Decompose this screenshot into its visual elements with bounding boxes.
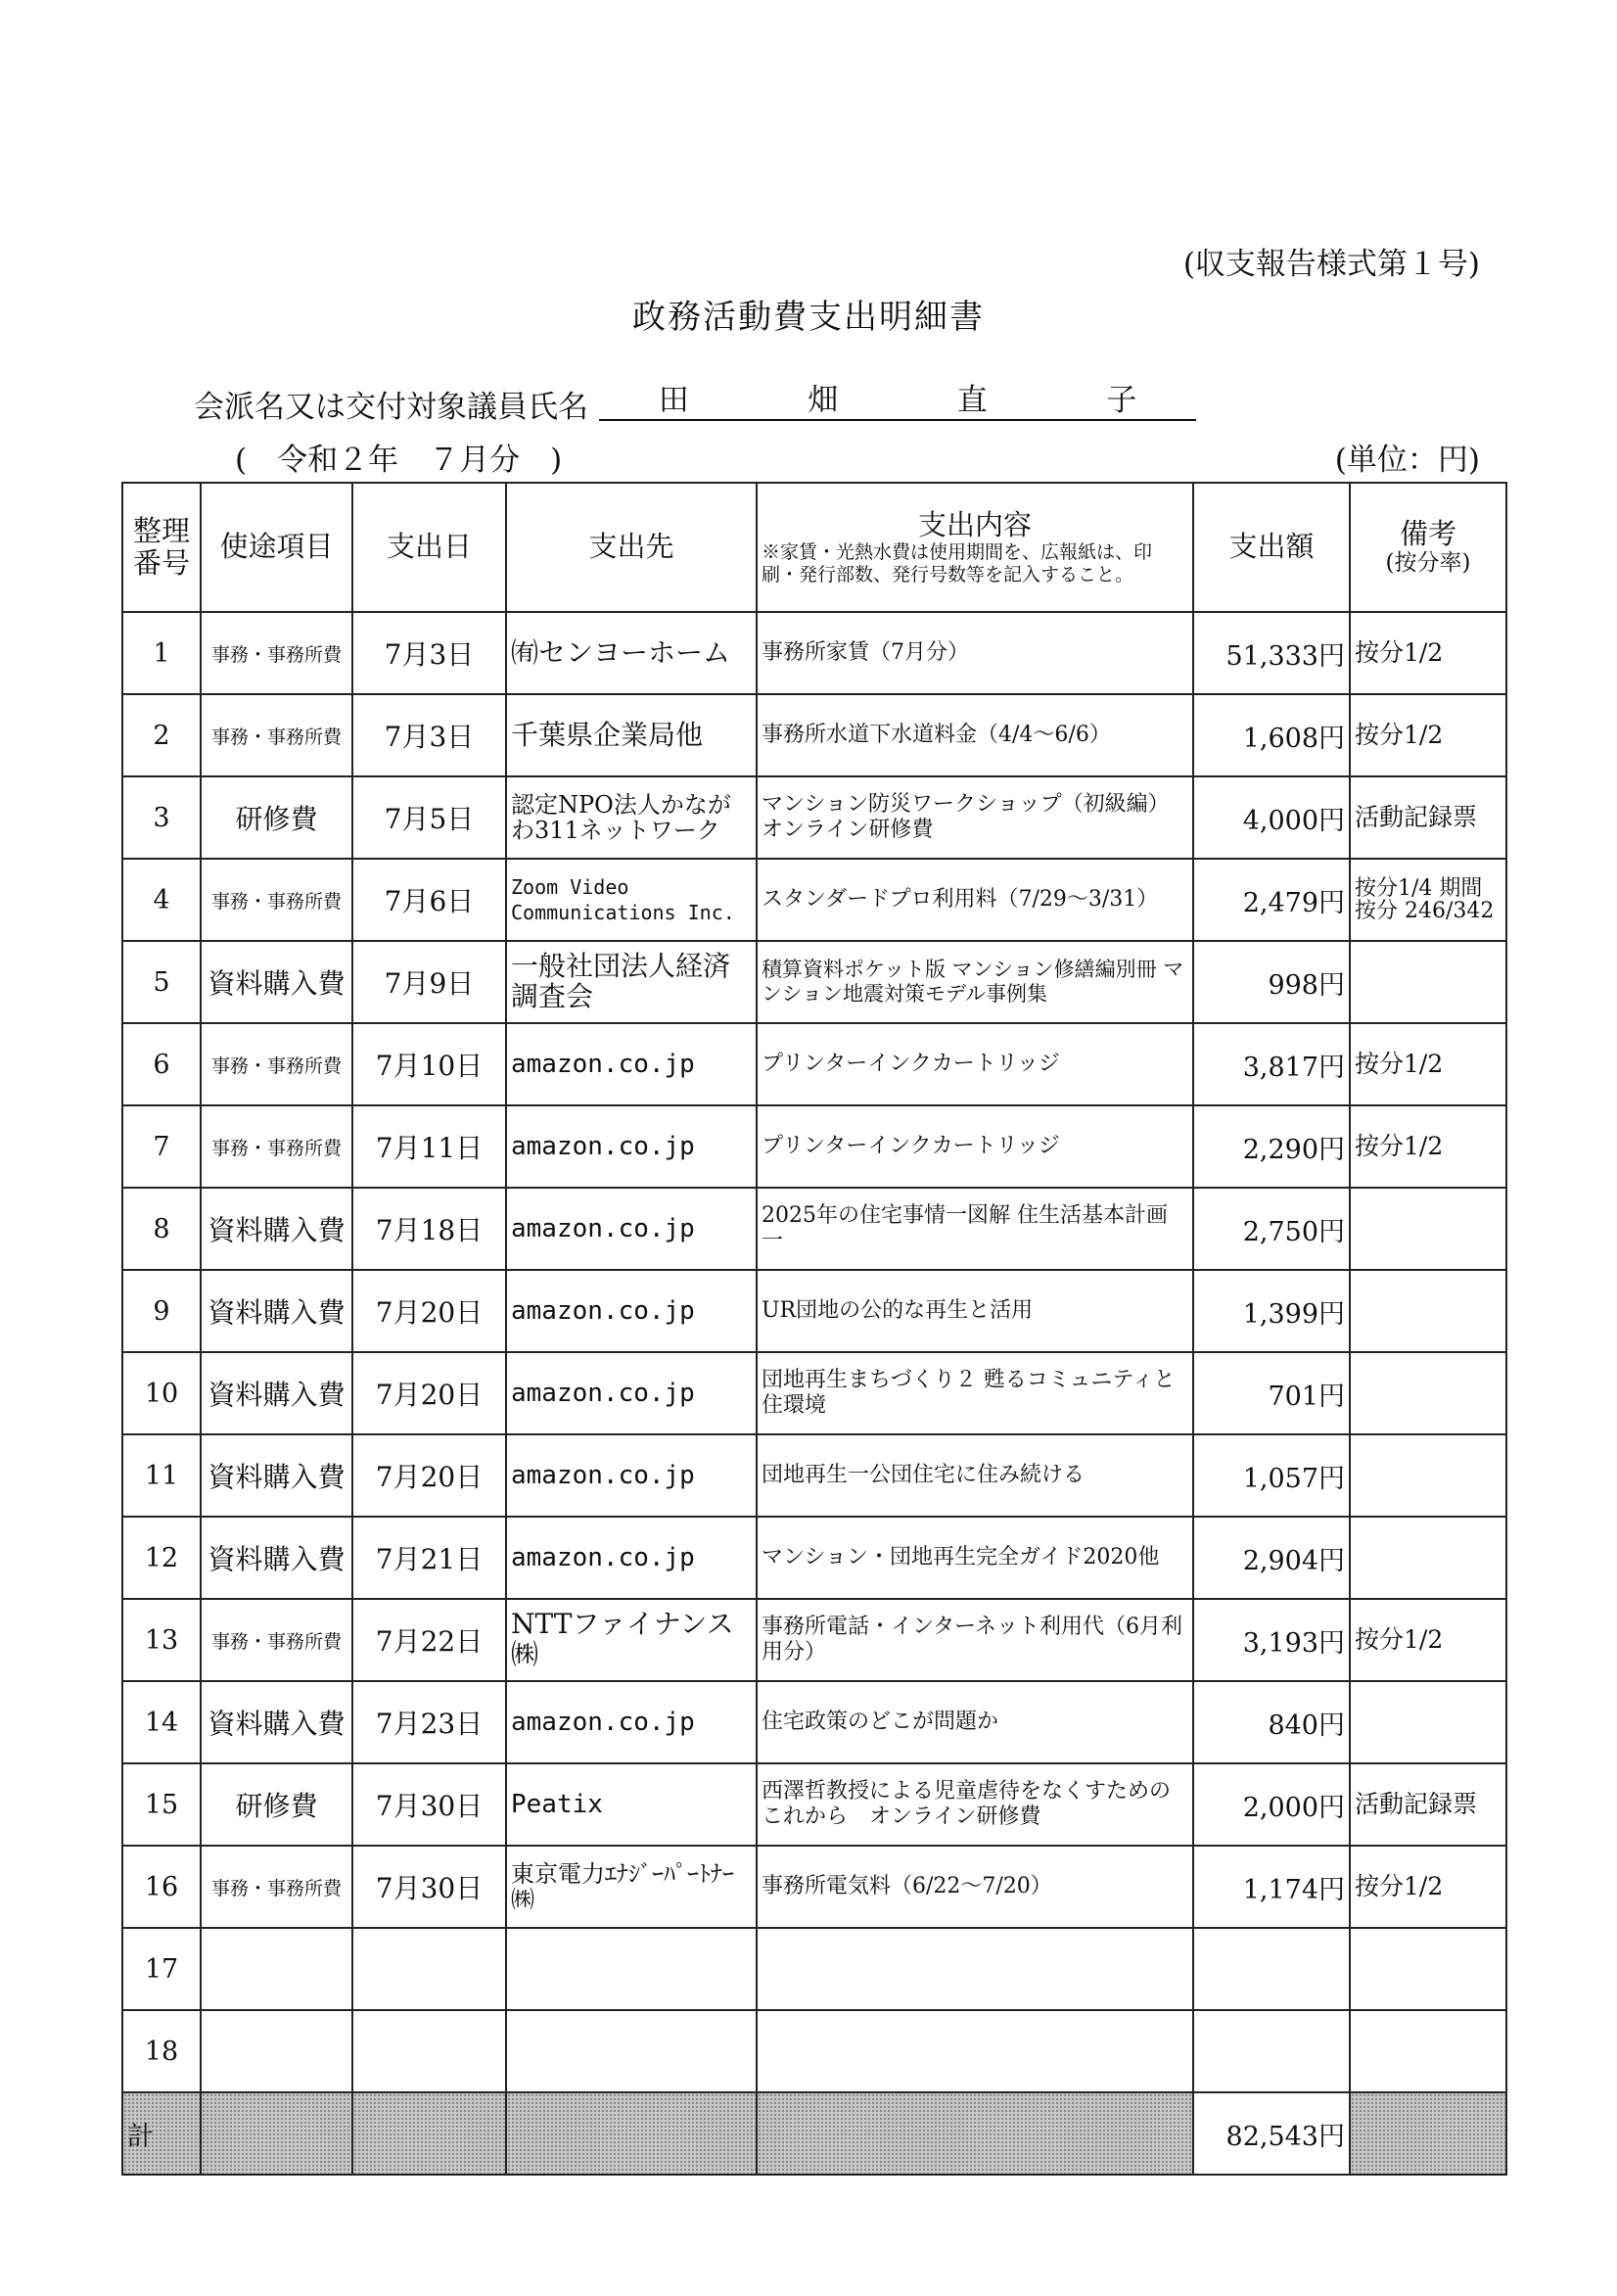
row-remarks <box>1350 1681 1506 1763</box>
row-description: マンション・団地再生完全ガイド2020他 <box>757 1517 1193 1599</box>
row-no: 17 <box>122 1928 201 2010</box>
table-header-row <box>122 483 1506 612</box>
row-description: 事務所電気料（6/22～7/20） <box>757 1846 1193 1928</box>
row-description: 事務所水道下水道料金（4/4～6/6） <box>757 694 1193 776</box>
row-payee: Peatix <box>506 1763 757 1846</box>
table-row <box>122 1599 1506 1681</box>
row-no: 4 <box>122 859 201 941</box>
row-category: 研修費 <box>201 776 352 859</box>
row-remarks: 按分1/2 <box>1350 1846 1506 1928</box>
row-remarks: 按分1/2 <box>1350 1599 1506 1681</box>
col-header-payee: 支出先 <box>506 483 757 612</box>
row-description: 事務所電話・インターネット利用代（6月利用分） <box>757 1599 1193 1681</box>
row-description: スタンダードプロ利用料（7/29～3/31） <box>757 859 1193 941</box>
row-no: 15 <box>122 1763 201 1846</box>
table-row <box>122 1763 1506 1846</box>
row-no: 10 <box>122 1352 201 1434</box>
row-remarks: 按分1/2 <box>1350 1023 1506 1105</box>
row-category: 資料購入費 <box>201 1188 352 1270</box>
row-amount: 840円 <box>1193 1681 1350 1763</box>
row-category: 研修費 <box>201 1763 352 1846</box>
row-amount: 1,174円 <box>1193 1846 1350 1928</box>
row-date: 7月20日 <box>352 1352 506 1434</box>
row-payee: amazon.co.jp <box>506 1434 757 1517</box>
row-description: 団地再生一公団住宅に住み続ける <box>757 1434 1193 1517</box>
row-date: 7月20日 <box>352 1270 506 1352</box>
row-payee: 認定NPO法人かながわ311ネットワーク <box>506 776 757 859</box>
table-row <box>122 1188 1506 1270</box>
row-date: 7月6日 <box>352 859 506 941</box>
row-payee: NTTファイナンス㈱ <box>506 1599 757 1681</box>
row-amount: 1,399円 <box>1193 1270 1350 1352</box>
table-row <box>122 1105 1506 1188</box>
table-row <box>122 612 1506 694</box>
member-name <box>599 378 1196 421</box>
row-amount: 2,750円 <box>1193 1188 1350 1270</box>
table-row <box>122 1270 1506 1352</box>
row-description: 2025年の住宅事情一図解 住生活基本計画一 <box>757 1188 1193 1270</box>
row-payee <box>506 2010 757 2092</box>
row-remarks <box>1350 2010 1506 2092</box>
row-amount: 2,000円 <box>1193 1763 1350 1846</box>
table-row <box>122 1434 1506 1517</box>
row-remarks <box>1350 1188 1506 1270</box>
col-header-category: 使途項目 <box>201 483 352 612</box>
col-header-no: 整理番号 <box>122 483 201 612</box>
row-no: 3 <box>122 776 201 859</box>
row-category: 事務・事務所費 <box>201 694 352 776</box>
row-date: 7月18日 <box>352 1188 506 1270</box>
table-row <box>122 1928 1506 2010</box>
row-description <box>757 2010 1193 2092</box>
total-row <box>122 2092 1506 2175</box>
table-row <box>122 1681 1506 1763</box>
row-category: 事務・事務所費 <box>201 1023 352 1105</box>
row-amount <box>1193 1928 1350 2010</box>
row-no: 2 <box>122 694 201 776</box>
row-payee: amazon.co.jp <box>506 1352 757 1434</box>
row-payee: 千葉県企業局他 <box>506 694 757 776</box>
row-amount: 2,290円 <box>1193 1105 1350 1188</box>
faction-label: 会派名又は交付対象議員氏名 <box>194 390 588 425</box>
row-remarks <box>1350 1270 1506 1352</box>
table-row <box>122 1023 1506 1105</box>
row-no: 18 <box>122 2010 201 2092</box>
row-remarks <box>1350 1928 1506 2010</box>
row-no: 16 <box>122 1846 201 1928</box>
row-no: 8 <box>122 1188 201 1270</box>
table-row <box>122 1517 1506 1599</box>
row-no: 9 <box>122 1270 201 1352</box>
row-date: 7月20日 <box>352 1434 506 1517</box>
row-remarks: 按分1/4 期間按分 246/342 <box>1350 859 1506 941</box>
row-category <box>201 2010 352 2092</box>
row-date: 7月22日 <box>352 1599 506 1681</box>
row-date <box>352 1928 506 2010</box>
row-no: 11 <box>122 1434 201 1517</box>
row-amount: 998円 <box>1193 941 1350 1023</box>
row-payee: Zoom Video Communications Inc. <box>506 859 757 941</box>
row-payee: amazon.co.jp <box>506 1188 757 1270</box>
row-description <box>757 1928 1193 2010</box>
row-remarks <box>1350 941 1506 1023</box>
table-row <box>122 694 1506 776</box>
table-row <box>122 1846 1506 1928</box>
row-date: 7月11日 <box>352 1105 506 1188</box>
col-header-date: 支出日 <box>352 483 506 612</box>
row-payee: amazon.co.jp <box>506 1023 757 1105</box>
total-amount: 82,543円 <box>1193 2092 1350 2175</box>
row-date: 7月21日 <box>352 1517 506 1599</box>
row-description: 住宅政策のどこが問題か <box>757 1681 1193 1763</box>
row-category: 資料購入費 <box>201 1352 352 1434</box>
col-header-remarks-label: 備考 <box>1399 517 1456 551</box>
row-remarks: 活動記録票 <box>1350 776 1506 859</box>
row-date: 7月30日 <box>352 1763 506 1846</box>
row-date: 7月9日 <box>352 941 506 1023</box>
unit-label: (単位：円) <box>1334 443 1480 478</box>
row-amount: 3,817円 <box>1193 1023 1350 1105</box>
row-remarks <box>1350 1434 1506 1517</box>
row-category: 事務・事務所費 <box>201 612 352 694</box>
member-name-char: 子 <box>1106 383 1137 418</box>
row-description: 事務所家賃（7月分） <box>757 612 1193 694</box>
row-category: 事務・事務所費 <box>201 1846 352 1928</box>
row-no: 7 <box>122 1105 201 1188</box>
row-remarks <box>1350 1352 1506 1434</box>
row-date: 7月3日 <box>352 612 506 694</box>
row-payee: amazon.co.jp <box>506 1681 757 1763</box>
row-remarks: 活動記録票 <box>1350 1763 1506 1846</box>
row-date: 7月5日 <box>352 776 506 859</box>
row-category: 資料購入費 <box>201 1517 352 1599</box>
row-remarks <box>1350 1517 1506 1599</box>
row-category: 事務・事務所費 <box>201 1105 352 1188</box>
col-header-description <box>757 483 1193 612</box>
row-remarks: 按分1/2 <box>1350 1105 1506 1188</box>
row-category: 事務・事務所費 <box>201 1599 352 1681</box>
row-amount: 51,333円 <box>1193 612 1350 694</box>
row-amount: 2,479円 <box>1193 859 1350 941</box>
row-amount: 2,904円 <box>1193 1517 1350 1599</box>
shaded-cell <box>352 2092 506 2175</box>
col-header-description-label: 支出内容 <box>917 507 1032 541</box>
row-payee: amazon.co.jp <box>506 1517 757 1599</box>
row-no: 5 <box>122 941 201 1023</box>
row-amount: 4,000円 <box>1193 776 1350 859</box>
row-amount <box>1193 2010 1350 2092</box>
row-description: プリンターインクカートリッジ <box>757 1105 1193 1188</box>
row-date <box>352 2010 506 2092</box>
col-header-remarks-sub: (按分率) <box>1385 550 1471 577</box>
row-category <box>201 1928 352 2010</box>
member-name-char: 直 <box>956 383 988 418</box>
total-label: 計 <box>122 2092 201 2175</box>
row-payee: 一般社団法人経済調査会 <box>506 941 757 1023</box>
row-description: 積算資料ポケット版 マンション修繕編別冊 マンション地震対策モデル事例集 <box>757 941 1193 1023</box>
col-header-amount: 支出額 <box>1193 483 1350 612</box>
form-number: (収支報告様式第１号) <box>1182 247 1480 282</box>
row-payee: 東京電力ｴﾅｼﾞｰﾊﾟｰﾄﾅｰ㈱ <box>506 1846 757 1928</box>
table-row <box>122 2010 1506 2092</box>
row-description: マンション防災ワークショップ（初級編）オンライン研修費 <box>757 776 1193 859</box>
shaded-cell <box>1350 2092 1506 2175</box>
row-amount: 3,193円 <box>1193 1599 1350 1681</box>
page-title: 政務活動費支出明細書 <box>632 298 985 337</box>
row-no: 6 <box>122 1023 201 1105</box>
table-row <box>122 776 1506 859</box>
report-period: ( 令和２年 ７月分 ) <box>235 443 563 478</box>
row-date: 7月3日 <box>352 694 506 776</box>
row-category: 資料購入費 <box>201 1681 352 1763</box>
shaded-cell <box>757 2092 1193 2175</box>
row-date: 7月10日 <box>352 1023 506 1105</box>
row-amount: 1,057円 <box>1193 1434 1350 1517</box>
row-no: 14 <box>122 1681 201 1763</box>
row-payee: ㈲センヨーホーム <box>506 612 757 694</box>
col-header-description-note: ※家賃・光熱水費は使用期間を、広報紙は、印刷・発行部数、発行号数等を記入すること。 <box>762 540 1153 586</box>
shaded-cell <box>201 2092 352 2175</box>
row-payee <box>506 1928 757 2010</box>
row-category: 資料購入費 <box>201 1434 352 1517</box>
row-category: 資料購入費 <box>201 941 352 1023</box>
row-description: プリンターインクカートリッジ <box>757 1023 1193 1105</box>
row-amount: 1,608円 <box>1193 694 1350 776</box>
row-description: UR団地の公的な再生と活用 <box>757 1270 1193 1352</box>
member-name-char: 田 <box>658 383 689 418</box>
row-no: 13 <box>122 1599 201 1681</box>
row-remarks: 按分1/2 <box>1350 612 1506 694</box>
expense-table <box>121 482 1507 2176</box>
table-row <box>122 1352 1506 1434</box>
row-remarks: 按分1/2 <box>1350 694 1506 776</box>
table-row <box>122 859 1506 941</box>
row-no: 1 <box>122 612 201 694</box>
row-category: 事務・事務所費 <box>201 859 352 941</box>
row-payee: amazon.co.jp <box>506 1105 757 1188</box>
table-row <box>122 941 1506 1023</box>
member-name-char: 畑 <box>808 383 839 418</box>
row-category: 資料購入費 <box>201 1270 352 1352</box>
row-description: 西澤哲教授による児童虐待をなくすためのこれから オンライン研修費 <box>757 1763 1193 1846</box>
row-amount: 701円 <box>1193 1352 1350 1434</box>
col-header-remarks <box>1350 483 1506 612</box>
row-payee: amazon.co.jp <box>506 1270 757 1352</box>
row-date: 7月30日 <box>352 1846 506 1928</box>
shaded-cell <box>506 2092 757 2175</box>
row-no: 12 <box>122 1517 201 1599</box>
row-description: 団地再生まちづくり２ 甦るコミュニティと住環境 <box>757 1352 1193 1434</box>
row-date: 7月23日 <box>352 1681 506 1763</box>
